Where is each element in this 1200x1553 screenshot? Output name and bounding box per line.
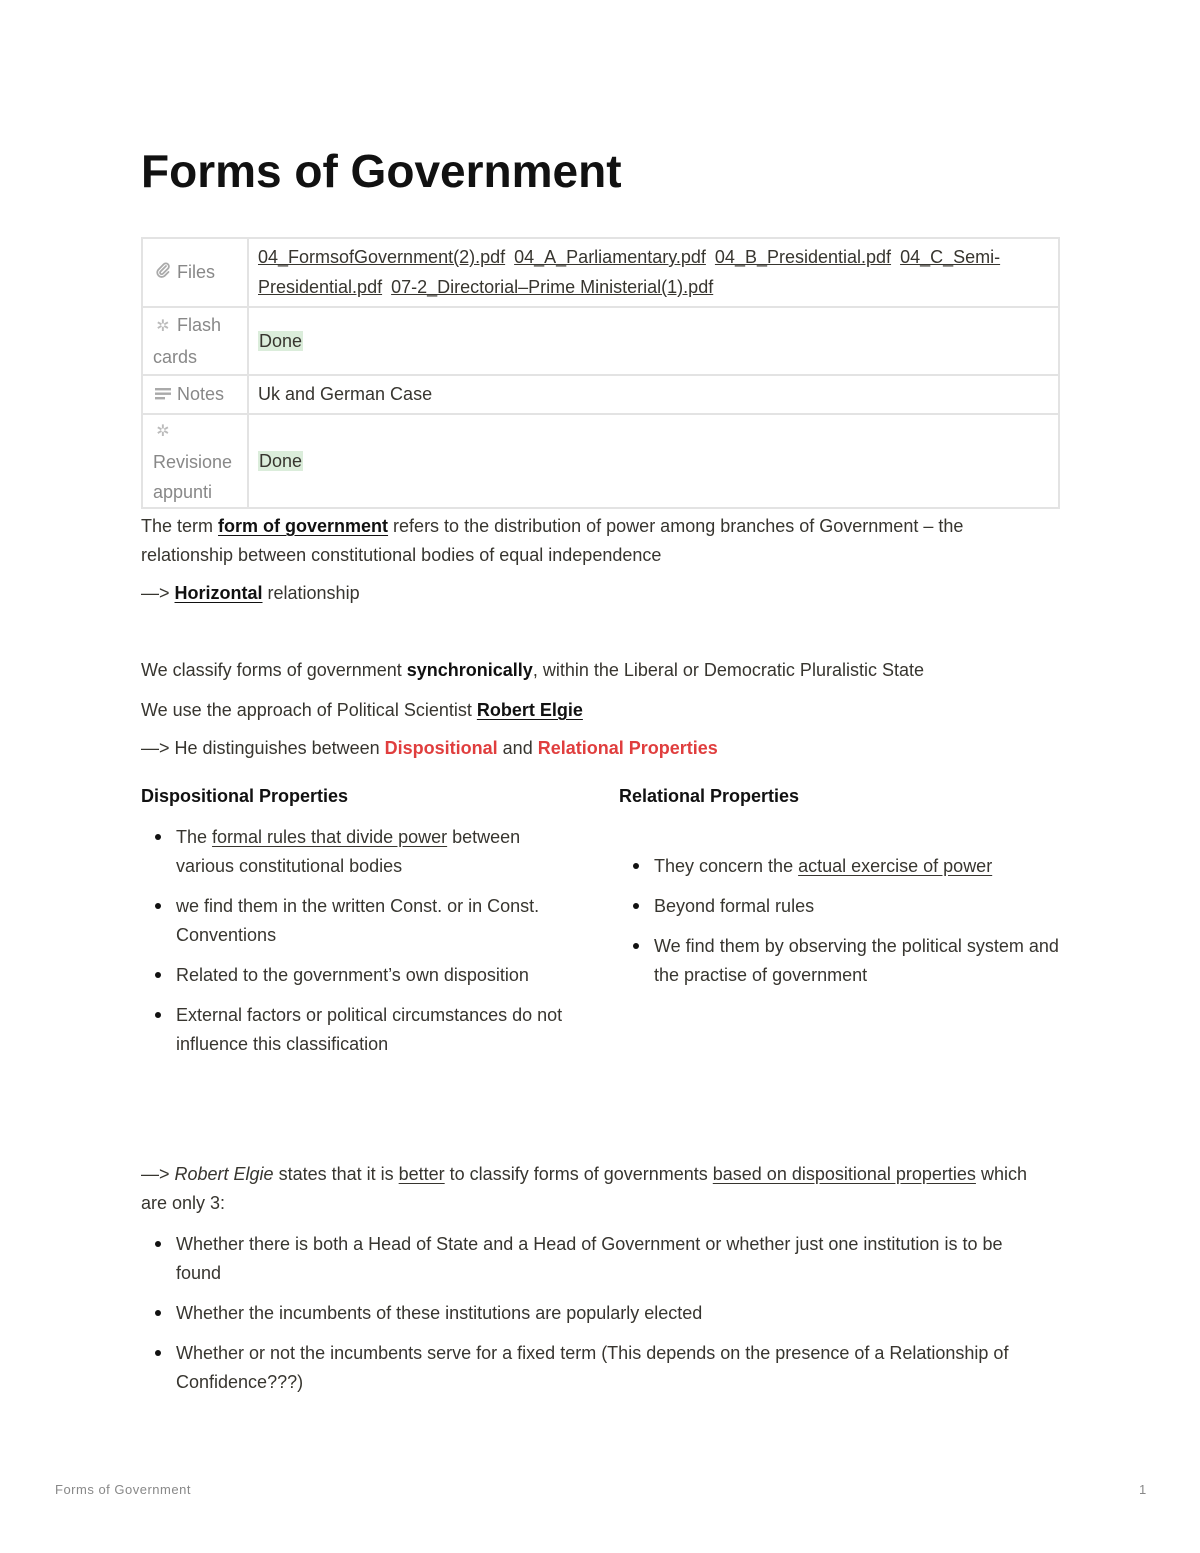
footer-title: Forms of Government (55, 1482, 191, 1497)
status-tag: Done (259, 330, 303, 351)
horizontal-note: —> Horizontal relationship (141, 583, 360, 603)
list-item: Whether the incumbents of these institutions are popularly elected (141, 1299, 1051, 1328)
list-item: The formal rules that divide power between various constitutional bodies (141, 823, 581, 881)
paperclip-icon (153, 259, 173, 289)
notes-value[interactable]: Uk and German Case (248, 375, 1059, 414)
page-title: Forms of Government (141, 145, 622, 197)
list-item: External factors or political circumstances do not influence this classification (141, 1001, 581, 1059)
status-tag: Done (259, 450, 303, 471)
page-number: 1 (1139, 1482, 1147, 1497)
relational-heading: Relational Properties (619, 786, 800, 806)
property-label-revisione: ✲ Revisione appunti (142, 414, 248, 508)
list-item: Related to the government’s own disposition (141, 961, 581, 990)
file-link[interactable]: 04_C_Semi-Presidential.pdf (258, 247, 1001, 297)
classify-paragraph: We classify forms of government synchronically, within the Liberal or Democratic Pluralistic State (141, 660, 924, 680)
elgie-criteria-list (141, 1230, 1051, 1408)
property-row-revisione (142, 414, 1059, 508)
list-item: They concern the actual exercise of power (619, 852, 1059, 881)
revisione-value[interactable] (248, 414, 1059, 508)
text-lines-icon (153, 381, 173, 411)
properties-table (141, 237, 1060, 509)
property-row-flash-cards (142, 307, 1059, 375)
relational-column (619, 782, 1059, 1001)
property-label-files: Files (142, 238, 248, 307)
distinguish-paragraph: —> He distinguishes between Dispositional and Relational Properties (141, 738, 718, 758)
elgie-paragraph: —> Robert Elgie states that it is better to classify forms of governments based on dispositional properties which are only 3: (141, 1164, 1027, 1213)
property-row-notes (142, 375, 1059, 414)
file-link[interactable]: 04_FormsofGovernment(2).pdf (258, 247, 506, 267)
property-row-files (142, 238, 1059, 307)
list-item: Whether or not the incumbents serve for a fixed term (This depends on the presence of a Relationship of Confidence???) (141, 1339, 1051, 1397)
loader-icon: ✲ (156, 318, 170, 335)
list-item: we find them in the written Const. or in Const. Conventions (141, 892, 581, 950)
property-label-notes: Notes (142, 375, 248, 414)
loader-icon: ✲ (156, 423, 170, 440)
approach-paragraph: We use the approach of Political Scientist Robert Elgie (141, 700, 583, 720)
list-item: Whether there is both a Head of State and a Head of Government or whether just one institution is to be found (141, 1230, 1051, 1288)
dispositional-heading: Dispositional Properties (141, 786, 349, 806)
files-value (248, 238, 1059, 307)
file-link[interactable]: 07-2_Directorial–Prime Ministerial(1).pdf (391, 277, 714, 297)
dispositional-list (141, 823, 581, 1059)
file-link[interactable]: 04_A_Parliamentary.pdf (514, 247, 706, 267)
relational-list (619, 852, 1059, 990)
file-link[interactable]: 04_B_Presidential.pdf (714, 247, 892, 267)
property-label-flash-cards: ✲ Flash cards (142, 307, 248, 375)
list-item: Beyond formal rules (619, 892, 1059, 921)
list-item: We find them by observing the political system and the practise of government (619, 932, 1059, 990)
dispositional-column (141, 782, 581, 1070)
intro-paragraph: The term form of government refers to the distribution of power among branches of Government – the relationship between constitutional bodies of equal independence (141, 516, 964, 565)
flash-cards-value[interactable] (248, 307, 1059, 375)
